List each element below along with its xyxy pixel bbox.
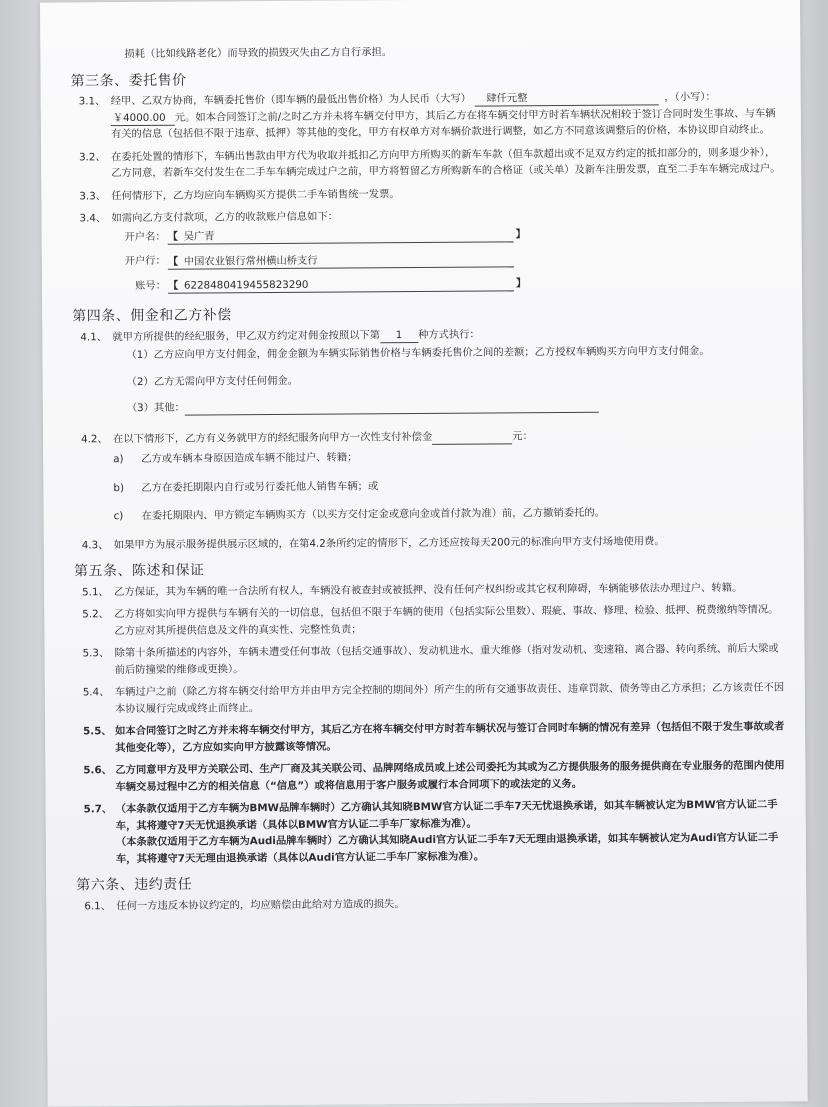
section-5-heading: 第五条、陈述和保证 bbox=[73, 562, 205, 580]
clause-4-1: 4.1、 就甲方所提供的经纪服务，甲乙双方约定对佣金按照以下第 1 种方式执行： bbox=[80, 328, 480, 343]
clause-5-2: 5.2、 乙方将如实向甲方提供与车辆有关的一切信息，包括但不限于车辆的使用（包括实际公里数）、瑕疵、事故、修理、检验、抵押、税费缴纳等情况。乙方应对其所提供信息及文件的真实性、完整性负责； bbox=[82, 603, 779, 637]
clause-5-3: 5.3、 除第十条所描述的内容外，车辆未遭受任何事故（包括交通事故）、发动机进水、重大维修（指对发动机、变速箱、离合器、转向系统、前后大梁或前后防撞梁的维修或更换）。 bbox=[82, 642, 779, 676]
clause-3-4: 3.4、 如需向乙方支付款项，乙方的收款账户信息如下： bbox=[79, 210, 339, 225]
clause-3-3: 3.3、 任何情形下，乙方均应向车辆购买方提供二手车销售统一发票。 bbox=[79, 187, 400, 202]
option-1: （1）乙方应向甲方支付佣金，佣金金额为车辆实际销售价格与车辆委托售价之间的差额；乙方授权车辆购买方向甲方支付佣金。 bbox=[126, 344, 710, 362]
clause-5-6: 5.6、 乙方同意甲方及甲方关联公司、生产厂商及其关联公司、品牌网络成员或上述公司委托为其或为乙方提供服务的服务提供商在专业服务的范围内使用车辆交易过程中乙方的相关信息（“信息”）或将信息用于客户服务或履行本合同项下的或法定的义务。 bbox=[83, 759, 785, 793]
clause-3-2: 3.2、 在委托处置的情形下，车辆出售款由甲方代为收取并抵扣乙方向甲方所购买的新车车款（但车款超出或不足双方约定的抵扣部分的，则多退少补），乙方同意，若新车交付发生在二手车车辆完成过户之前，甲方将暂留乙方所购新车的合格证（或关单）及新车注册发票，直至二手车车辆完成过户。 bbox=[79, 146, 781, 180]
document-page bbox=[40, 0, 808, 1107]
amount-num-field: ￥4000.00 bbox=[111, 111, 175, 125]
section-6-heading: 第六条、违约责任 bbox=[76, 876, 193, 894]
clause-6-1: 6.1、 任何一方违反本协议约定的，均应赔偿由此给对方造成的损失。 bbox=[84, 897, 405, 912]
clause-4-2: 4.2、 在以下情形下，乙方有义务就甲方的经纪服务向甲方一次性支付补偿金 元： bbox=[81, 429, 533, 445]
clause-5-4: 5.4、 车辆过户之前（除乙方将车辆交付给甲方并由甲方完全控制的期间外）所产生的所有交通事故责任、违章罚款、债务等由乙方承担；乙方该责任不因本协议履行完成或终止而终止。 bbox=[82, 681, 785, 715]
top-line: 损耗（比如线路老化）而导致的损毁灭失由乙方自行承担。 bbox=[124, 46, 393, 61]
clause-number: 3.1、 bbox=[78, 95, 106, 108]
option-3: （3）其他： bbox=[77, 395, 785, 416]
account-name-field: 吴广青 bbox=[183, 230, 215, 243]
clause-5-7: 5.7、 （本条款仅适用于乙方车辆为BMW品牌车辆时）乙方确认其知晓BMW官方认证二手车7天无忧退换承诺，如其车辆被认定为BMW官方认证二手车，其将遵守7天无忧退换承诺（具体以BMW官方认证二手车厂家标准为准）。 （本条款仅适用于乙方车辆为Audi品牌车辆时）乙方确认其知晓Audi官方认证二手车7天无理由退换承诺，如其车辆被认定为Audi官方认证二手车，其将遵守7天无理由退换承诺（具体以Audi官方认证二手车厂家标准为准）。 bbox=[83, 798, 779, 865]
amount-cn-field: 肆仟元整 bbox=[474, 91, 658, 106]
list-item: a) 乙方或车辆本身原因造成车辆不能过户、转籍； bbox=[113, 451, 358, 466]
account-number-field: 6228480419455823290 bbox=[183, 278, 309, 292]
account-number-row: 账号： 【 6228480419455823290 】 bbox=[135, 276, 527, 292]
account-bank-row: 开户行： 【 中国农业银行常州横山桥支行 bbox=[96, 248, 784, 269]
list-item: c) 在委托期限内、甲方锁定车辆购买方（以买方交付定金或意向金或首付款为准）前，乙方撤销委托的。 bbox=[113, 506, 605, 523]
list-item: b) 乙方在委托期限内自行或另行委托他人销售车辆；或 bbox=[113, 479, 379, 494]
clause-5-1: 5.1、 乙方保证，其为车辆的唯一合法所有权人，车辆没有被查封或被抵押、没有任何产权纠纷或其它权利障碍，车辆能够依法办理过户、转籍。 bbox=[82, 581, 743, 598]
document-content bbox=[70, 41, 788, 920]
option-2: （2）乙方无需向甲方支付任何佣金。 bbox=[126, 374, 299, 388]
clause-4-3: 4.3、 如果甲方为展示服务提供展示区域的，在第4.2条所约定的情形下，乙方还应按每天200元的标准向甲方支付场地使用费。 bbox=[81, 534, 665, 551]
clause-5-5: 5.5、 如本合同签订之时乙方并未将车辆交付甲方，其后乙方在将车辆交付甲方时若车辆状况与签订合同时车辆的情况有差异（包括但不限于发生事故或者其他变化等），乙方应如实向甲方披露该等情况。 bbox=[83, 720, 785, 754]
clause-3-1: 3.1、 经甲、乙双方协商，车辆委托售价（即车辆的最低出售价格）为人民币（大写） 肆仟元整 ，（小写）： ￥4000.00 元。如本合同签订之前/之时乙方并未将车辆交付甲方，其后乙方在将车辆交付甲方时若车辆状况相较于签订合同时发生事故、与车辆有关的信息（包括但不限于违章、抵押）等其他的变化，甲方有权单方对车辆价款进行调整，如乙方不同意该调整后的价格，本协议即自动终止。 bbox=[78, 90, 776, 141]
section-3-heading: 第三条、委托售价 bbox=[70, 72, 187, 89]
account-bank-field: 中国农业银行常州横山桥支行 bbox=[183, 254, 318, 268]
commission-choice-field: 1 bbox=[380, 329, 418, 343]
account-name-row: 开户名： 【 吴广青 】 bbox=[124, 227, 526, 243]
section-4-heading: 第四条、佣金和乙方补偿 bbox=[72, 307, 232, 325]
